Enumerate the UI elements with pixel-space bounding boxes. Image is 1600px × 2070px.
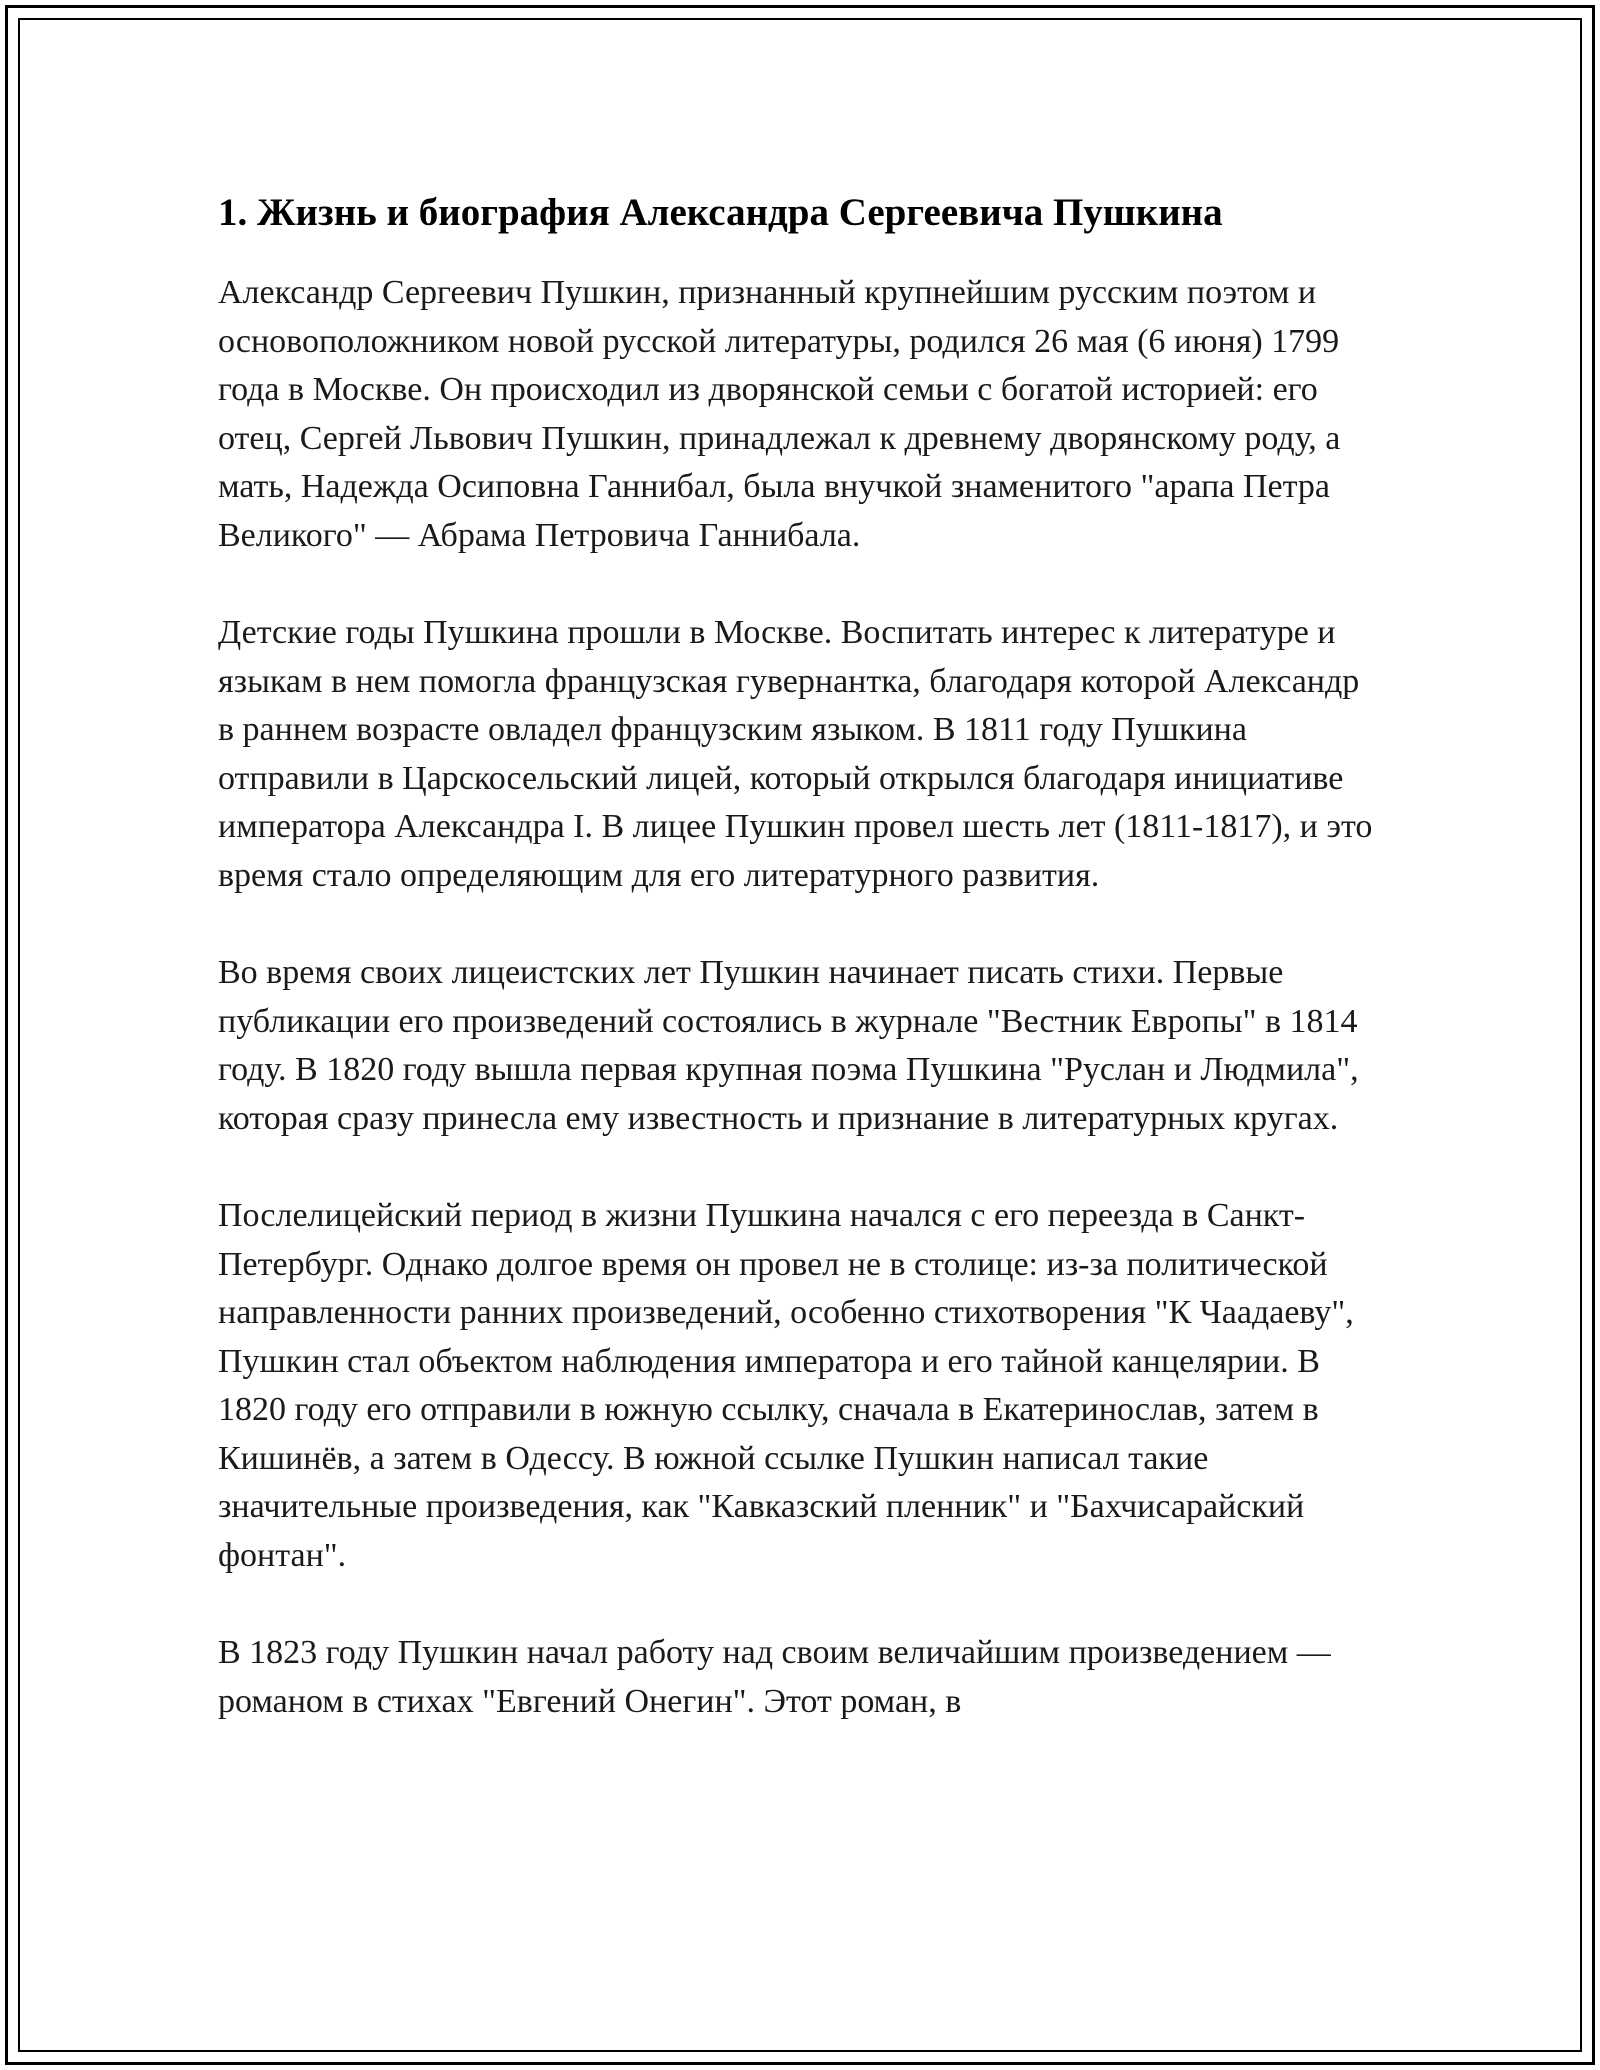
page-title: 1. Жизнь и биография Александра Сергеевича Пушкина [218,191,1223,234]
paragraph-early-poetry: Во время своих лицеистских лет Пушкин начинает писать стихи. Первые публикации его произведений состоялись в журнале "Вестник Европы" в 1814 году. В 1820 году вышла первая крупная поэма Пушкина "Руслан и Людмила", которая сразу принесла ему известность и признание в литературных кругах. [218,954,1359,1137]
paragraph-exile: Послелицейский период в жизни Пушкина начался с его переезда в Санкт-Петербург. Однако долгое время он провел не в столице: из-за политической направленности ранних произведений, особенно стихотворения "К Чаадаеву", Пушкин стал объектом наблюдения императора и его тайной канцелярии. В 1820 году его отправили в южную ссылку, сначала в Екатеринослав, затем в Кишинёв, а затем в Одессу. В южной ссылке Пушкин написал такие значительные произведения, как "Кавказский пленник" и "Бахчисарайский фонтан". [218,1197,1354,1574]
document-body [218,183,1378,1775]
paragraph-onegin: В 1823 году Пушкин начал работу над своим величайшим произведением — романом в стихах "Евгений Онегин". Этот роман, в [218,1634,1331,1720]
paragraph-birth: Александр Сергеевич Пушкин, признанный крупнейшим русским поэтом и основоположником новой русской литературы, родился 26 мая (6 июня) 1799 года в Москве. Он происходил из дворянской семьи с богатой историей: его отец, Сергей Львович Пушкин, принадлежал к древнему дворянскому роду, а мать, Надежда Осиповна Ганнибал, была внучкой знаменитого "арапа Петра Великого" — Абрама Петровича Ганнибала. [218,274,1341,554]
paragraph-childhood: Детские годы Пушкина прошли в Москве. Воспитать интерес к литературе и языкам в нем помогла французская гувернантка, благодаря которой Александр в раннем возрасте овладел французским языком. В 1811 году Пушкина отправили в Царскосельский лицей, который открылся благодаря инициативе императора Александра I. В лицее Пушкин провел шесть лет (1811-1817), и это время стало определяющим для его литературного развития. [218,614,1373,894]
